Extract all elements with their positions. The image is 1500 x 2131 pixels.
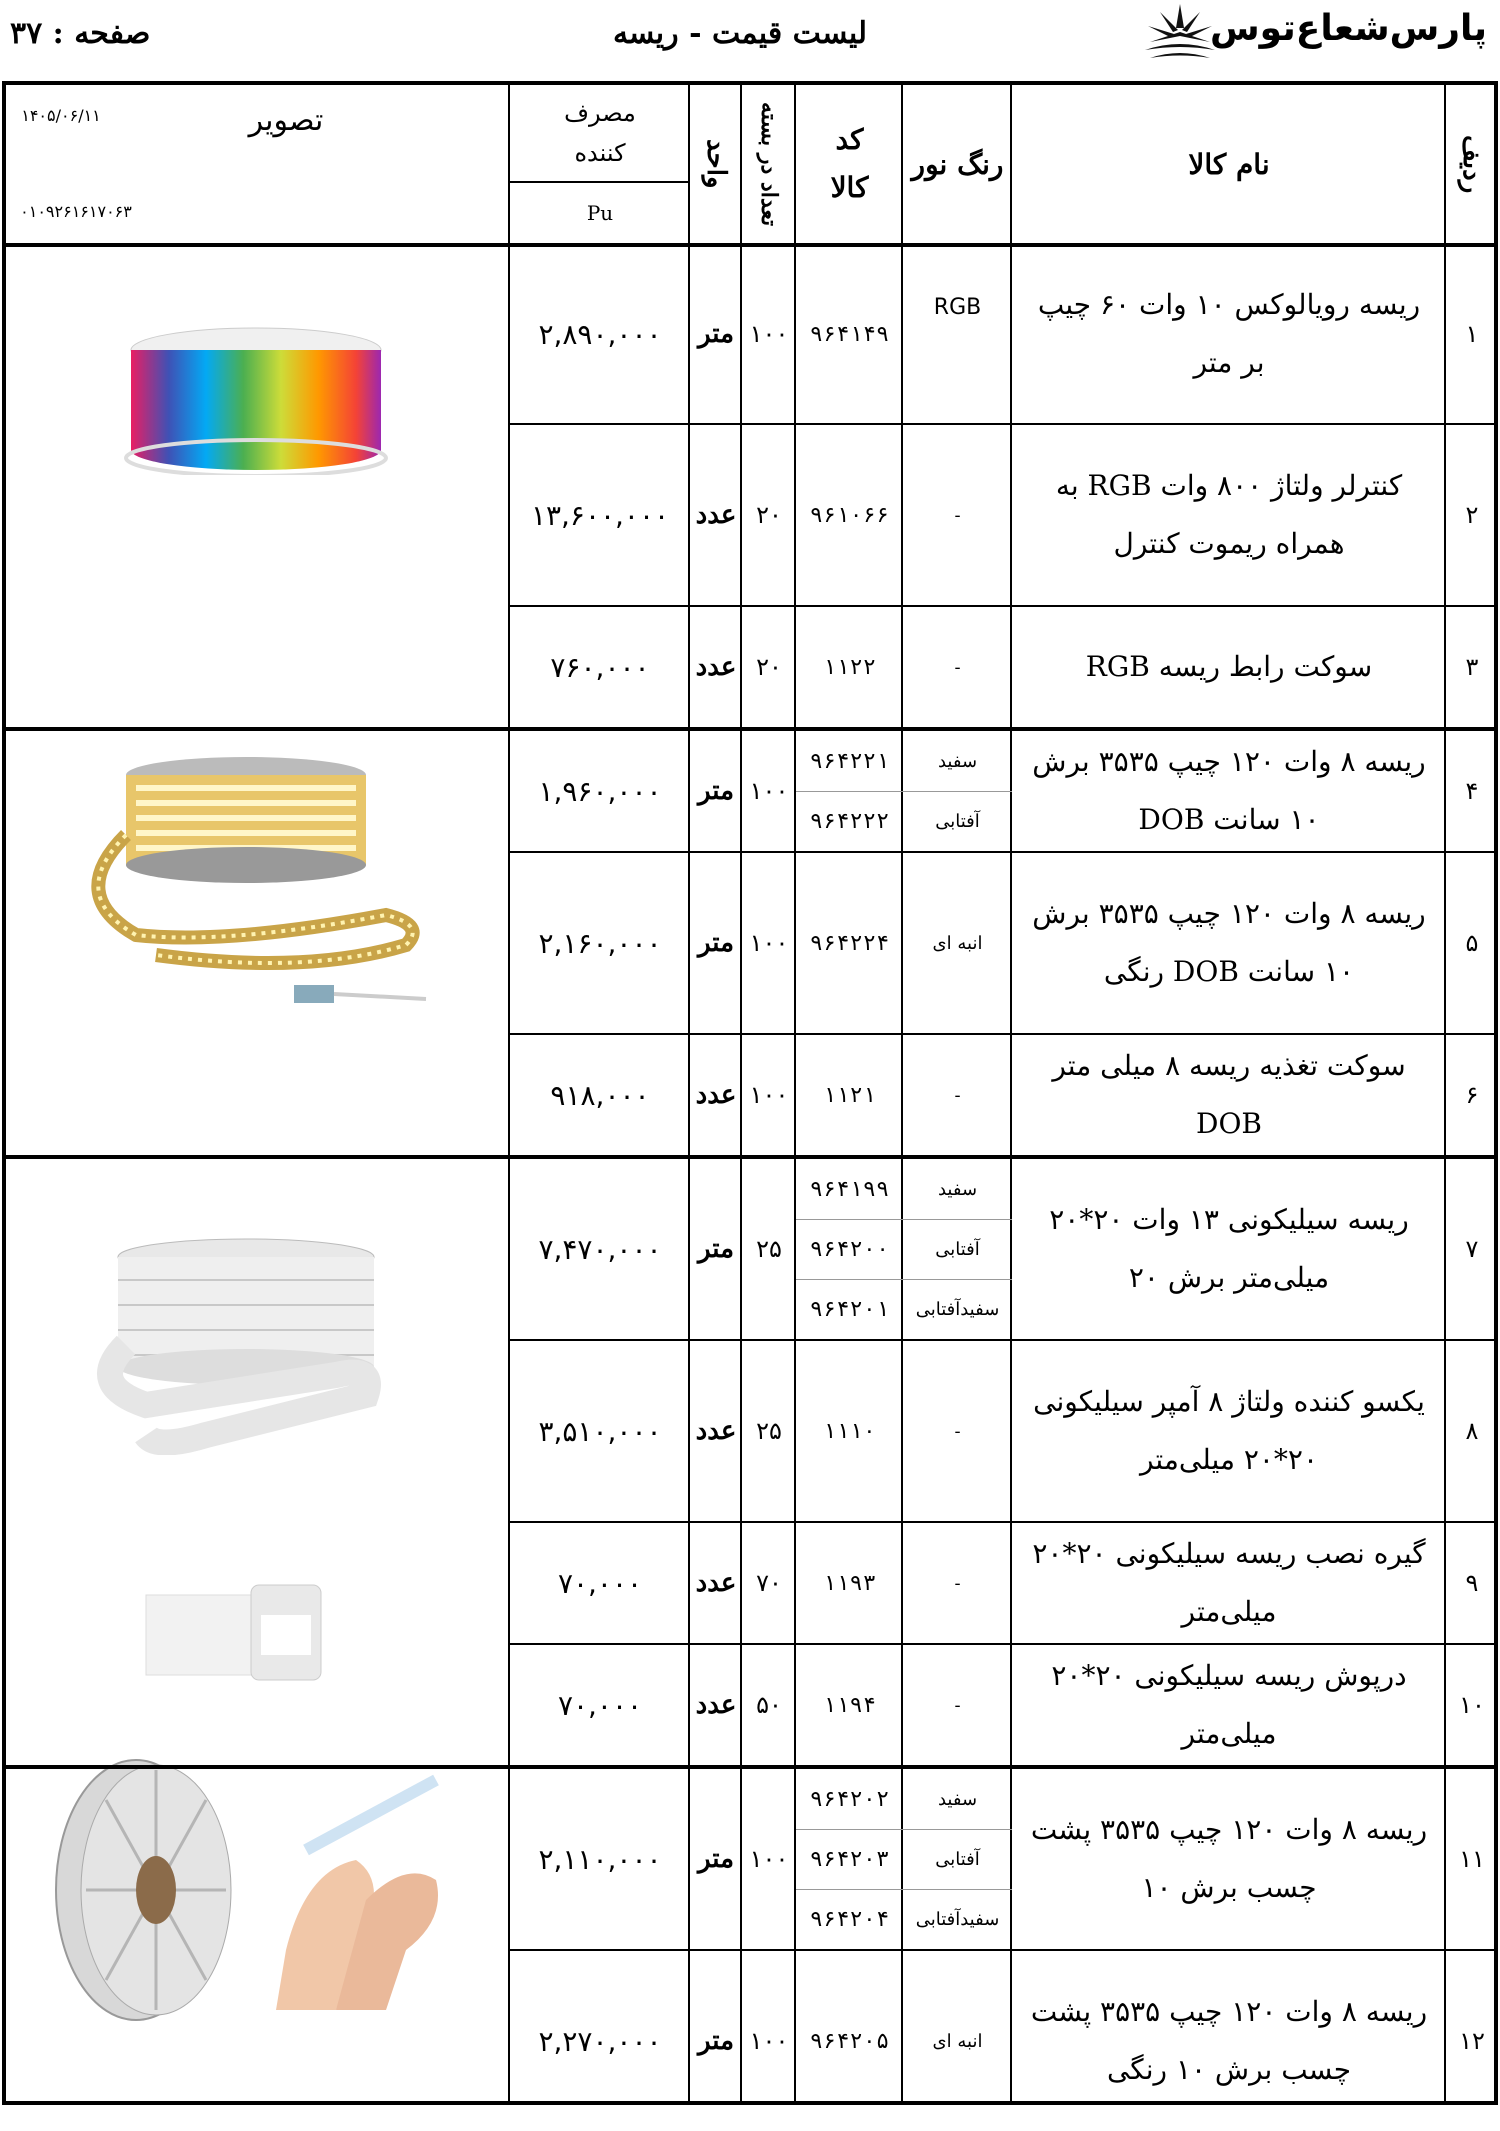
row-number: ۶ — [1465, 1081, 1479, 1109]
table-row — [510, 731, 1498, 851]
header-product-code: کد کالا — [830, 123, 869, 204]
product-name: ریسه ۸ وات ۱۲۰ چیپ ۳۵۳۵ پشت چسب برش ۱۰ — [1030, 1813, 1428, 1904]
sub-row-divider — [796, 1279, 1012, 1280]
sunburst-logo-icon — [1140, 2, 1220, 62]
table-row — [510, 245, 1498, 423]
consumer-price: ۷۰,۰۰۰ — [557, 1688, 643, 1722]
header-unit: واحد — [701, 139, 731, 189]
consumer-price: ۳,۵۱۰,۰۰۰ — [538, 1414, 662, 1448]
unit: متر — [697, 2026, 735, 2056]
header-pack-qty: تعداد در بسته — [756, 101, 782, 227]
pack-quantity: ۱۰۰ — [749, 929, 789, 957]
product-name: کنترلر ولتاژ ۸۰۰ وات RGB به همراه ریموت کنترل — [1055, 469, 1403, 560]
header-image: تصویر — [248, 102, 324, 138]
unit: عدد — [695, 652, 737, 682]
light-color: RGB — [933, 295, 982, 320]
pack-quantity: ۲۰ — [756, 653, 782, 681]
product-code: ۹۶۴۲۰۱ — [809, 1296, 890, 1322]
product-code: ۹۶۴۲۲۴ — [809, 930, 890, 956]
unit: عدد — [695, 1690, 737, 1720]
mounting-clip-image — [6, 1565, 506, 1715]
row-number: ۱۱ — [1459, 1845, 1485, 1873]
consumer-price: ۲,۱۶۰,۰۰۰ — [538, 926, 662, 960]
pack-quantity: ۱۰۰ — [749, 777, 789, 805]
table-row — [510, 1951, 1498, 2131]
product-code: ۹۶۴۲۲۱ — [809, 748, 890, 774]
row-number: ۷ — [1465, 1235, 1479, 1263]
row-number: ۴ — [1465, 777, 1479, 805]
product-name: ریسه سیلیکونی ۱۳ وات ۲۰*۲۰ میلی‌متر برش ۲۰ — [1049, 1203, 1409, 1294]
consumer-price: ۲,۸۹۰,۰۰۰ — [538, 317, 662, 351]
product-name: یکسو کننده ولتاژ ۸ آمپر سیلیکونی ۲۰*۲۰ میلی‌متر — [1033, 1385, 1425, 1476]
sub-row-divider — [796, 1219, 1012, 1220]
product-code: ۱۱۹۳ — [823, 1570, 876, 1596]
unit: متر — [697, 928, 735, 958]
table-row — [510, 425, 1498, 605]
light-color: انبه ای — [932, 2030, 983, 2052]
table-row — [510, 853, 1498, 1033]
sub-row-divider — [796, 1829, 1012, 1830]
consumer-price: ۱۳,۶۰۰,۰۰۰ — [530, 498, 670, 532]
light-color: آفتابی — [935, 1848, 980, 1870]
table-row — [510, 607, 1498, 727]
header-light-color: رنگ نور — [911, 147, 1004, 181]
light-color: - — [954, 1420, 961, 1442]
light-color: - — [954, 504, 961, 526]
sub-row-divider — [796, 1889, 1012, 1890]
unit: عدد — [695, 500, 737, 530]
product-code: ۹۶۴۲۰۴ — [809, 1906, 890, 1932]
adhesive-strip-reel-image — [6, 1750, 506, 2080]
product-code: ۱۱۹۴ — [823, 1692, 876, 1718]
product-code: ۹۶۴۲۲۲ — [809, 808, 890, 834]
light-color: - — [954, 656, 961, 678]
document-title: لیست قیمت - ریسه — [612, 16, 868, 51]
unit: متر — [697, 319, 735, 349]
light-color: - — [954, 1572, 961, 1594]
logo-text: پارس‌شعاع‌توس — [1210, 8, 1488, 49]
header-row-number: ردیف — [1457, 134, 1487, 194]
header-consumer-price: مصرف کننده — [564, 99, 636, 167]
pack-quantity: ۷۰ — [756, 1569, 782, 1597]
header-date: ۱۴۰۵/۰۶/۱۱ — [21, 105, 101, 125]
table-row — [510, 1645, 1498, 1765]
consumer-price: ۱,۹۶۰,۰۰۰ — [538, 774, 662, 808]
consumer-price: ۲,۲۷۰,۰۰۰ — [538, 2024, 662, 2058]
row-number: ۱۰ — [1459, 1691, 1485, 1719]
product-name: ریسه ۸ وات ۱۲۰ چیپ ۳۵۳۵ برش ۱۰ سانت DOB — [1032, 745, 1426, 836]
page-number: صفحه : ۳۷ — [10, 16, 151, 51]
pack-quantity: ۱۰۰ — [749, 1845, 789, 1873]
product-code: ۹۶۴۲۰۵ — [809, 2028, 890, 2054]
light-color: - — [954, 1694, 961, 1716]
row-number: ۵ — [1465, 929, 1479, 957]
sub-row-divider — [796, 791, 1012, 792]
pack-quantity: ۲۵ — [756, 1235, 782, 1263]
product-code: ۹۶۴۱۴۹ — [809, 321, 890, 347]
row-number: ۲ — [1465, 501, 1479, 529]
light-color: آفتابی — [935, 1238, 980, 1260]
pack-quantity: ۵۰ — [756, 1691, 782, 1719]
product-name: ریسه ۸ وات ۱۲۰ چیپ ۳۵۳۵ برش ۱۰ سانت DOB رنگی — [1032, 897, 1426, 988]
product-code: ۹۶۱۰۶۶ — [809, 502, 890, 528]
table-row — [510, 1035, 1498, 1155]
row-number: ۸ — [1465, 1417, 1479, 1445]
light-color: آفتابی — [935, 810, 980, 832]
consumer-price: ۷۶۰,۰۰۰ — [550, 650, 650, 684]
unit: عدد — [695, 1080, 737, 1110]
light-color: سفیدآفتابی — [915, 1298, 1000, 1320]
consumer-price: ۹۱۸,۰۰۰ — [550, 1078, 650, 1112]
price-table — [2, 81, 1498, 2105]
product-code: ۱۱۲۱ — [823, 1082, 876, 1108]
dob-strip-reel-image — [6, 745, 506, 1015]
product-code: ۹۶۴۲۰۲ — [809, 1786, 890, 1812]
light-color: انبه ای — [932, 932, 983, 954]
table-row — [510, 1159, 1498, 1339]
header-price-unit: Pu — [586, 201, 614, 225]
product-name: درپوش ریسه سیلیکونی ۲۰*۲۰ میلی‌متر — [1051, 1659, 1407, 1750]
light-color: سفید — [937, 750, 978, 772]
consumer-price: ۷۰,۰۰۰ — [557, 1566, 643, 1600]
product-code: ۱۱۲۲ — [823, 654, 876, 680]
header-product-name: نام کالا — [1188, 147, 1270, 181]
table-row — [510, 1341, 1498, 1521]
unit: متر — [697, 1234, 735, 1264]
rgb-strip-reel-image — [6, 325, 506, 475]
table-row — [510, 1523, 1498, 1643]
unit: عدد — [695, 1416, 737, 1446]
row-number: ۱ — [1465, 320, 1479, 348]
unit: عدد — [695, 1568, 737, 1598]
product-code: ۹۶۴۲۰۳ — [809, 1846, 890, 1872]
consumer-price: ۷,۴۷۰,۰۰۰ — [538, 1232, 662, 1266]
page-header — [0, 0, 1500, 80]
product-name: ریسه رویالوکس ۱۰ وات ۶۰ چیپ بر متر — [1037, 288, 1421, 379]
product-code: ۹۶۴۲۰۰ — [809, 1236, 890, 1262]
product-code: ۹۶۴۱۹۹ — [809, 1176, 890, 1202]
light-color: سفید — [937, 1788, 978, 1810]
light-color: سفیدآفتابی — [915, 1908, 1000, 1930]
silicone-strip-reel-image — [6, 1235, 506, 1455]
pack-quantity: ۱۰۰ — [749, 1081, 789, 1109]
product-code: ۱۱۱۰ — [823, 1418, 876, 1444]
product-name: گیره نصب ریسه سیلیکونی ۲۰*۲۰ میلی‌متر — [1032, 1537, 1426, 1628]
row-number: ۳ — [1465, 653, 1479, 681]
pack-quantity: ۲۵ — [756, 1417, 782, 1445]
pack-quantity: ۱۰۰ — [749, 2027, 789, 2055]
consumer-price: ۲,۱۱۰,۰۰۰ — [538, 1842, 662, 1876]
product-name: ریسه ۸ وات ۱۲۰ چیپ ۳۵۳۵ پشت چسب برش ۱۰ رنگی — [1030, 1995, 1428, 2086]
unit: متر — [697, 776, 735, 806]
product-name: سوکت رابط ریسه RGB — [1085, 650, 1373, 683]
table-row — [510, 1769, 1498, 1949]
row-number: ۹ — [1465, 1569, 1479, 1597]
light-color: سفید — [937, 1178, 978, 1200]
pack-quantity: ۱۰۰ — [749, 320, 789, 348]
product-name: سوکت تغذیه ریسه ۸ میلی متر DOB — [1052, 1049, 1406, 1140]
unit: متر — [697, 1844, 735, 1874]
header-phone: ۰۱۰۹۲۶۱۶۱۷۰۶۳ — [20, 201, 132, 221]
light-color: - — [954, 1084, 961, 1106]
row-number: ۱۲ — [1459, 2027, 1485, 2055]
pack-quantity: ۲۰ — [756, 501, 782, 529]
company-logo — [1140, 2, 1488, 62]
header-subdivider — [510, 181, 690, 183]
